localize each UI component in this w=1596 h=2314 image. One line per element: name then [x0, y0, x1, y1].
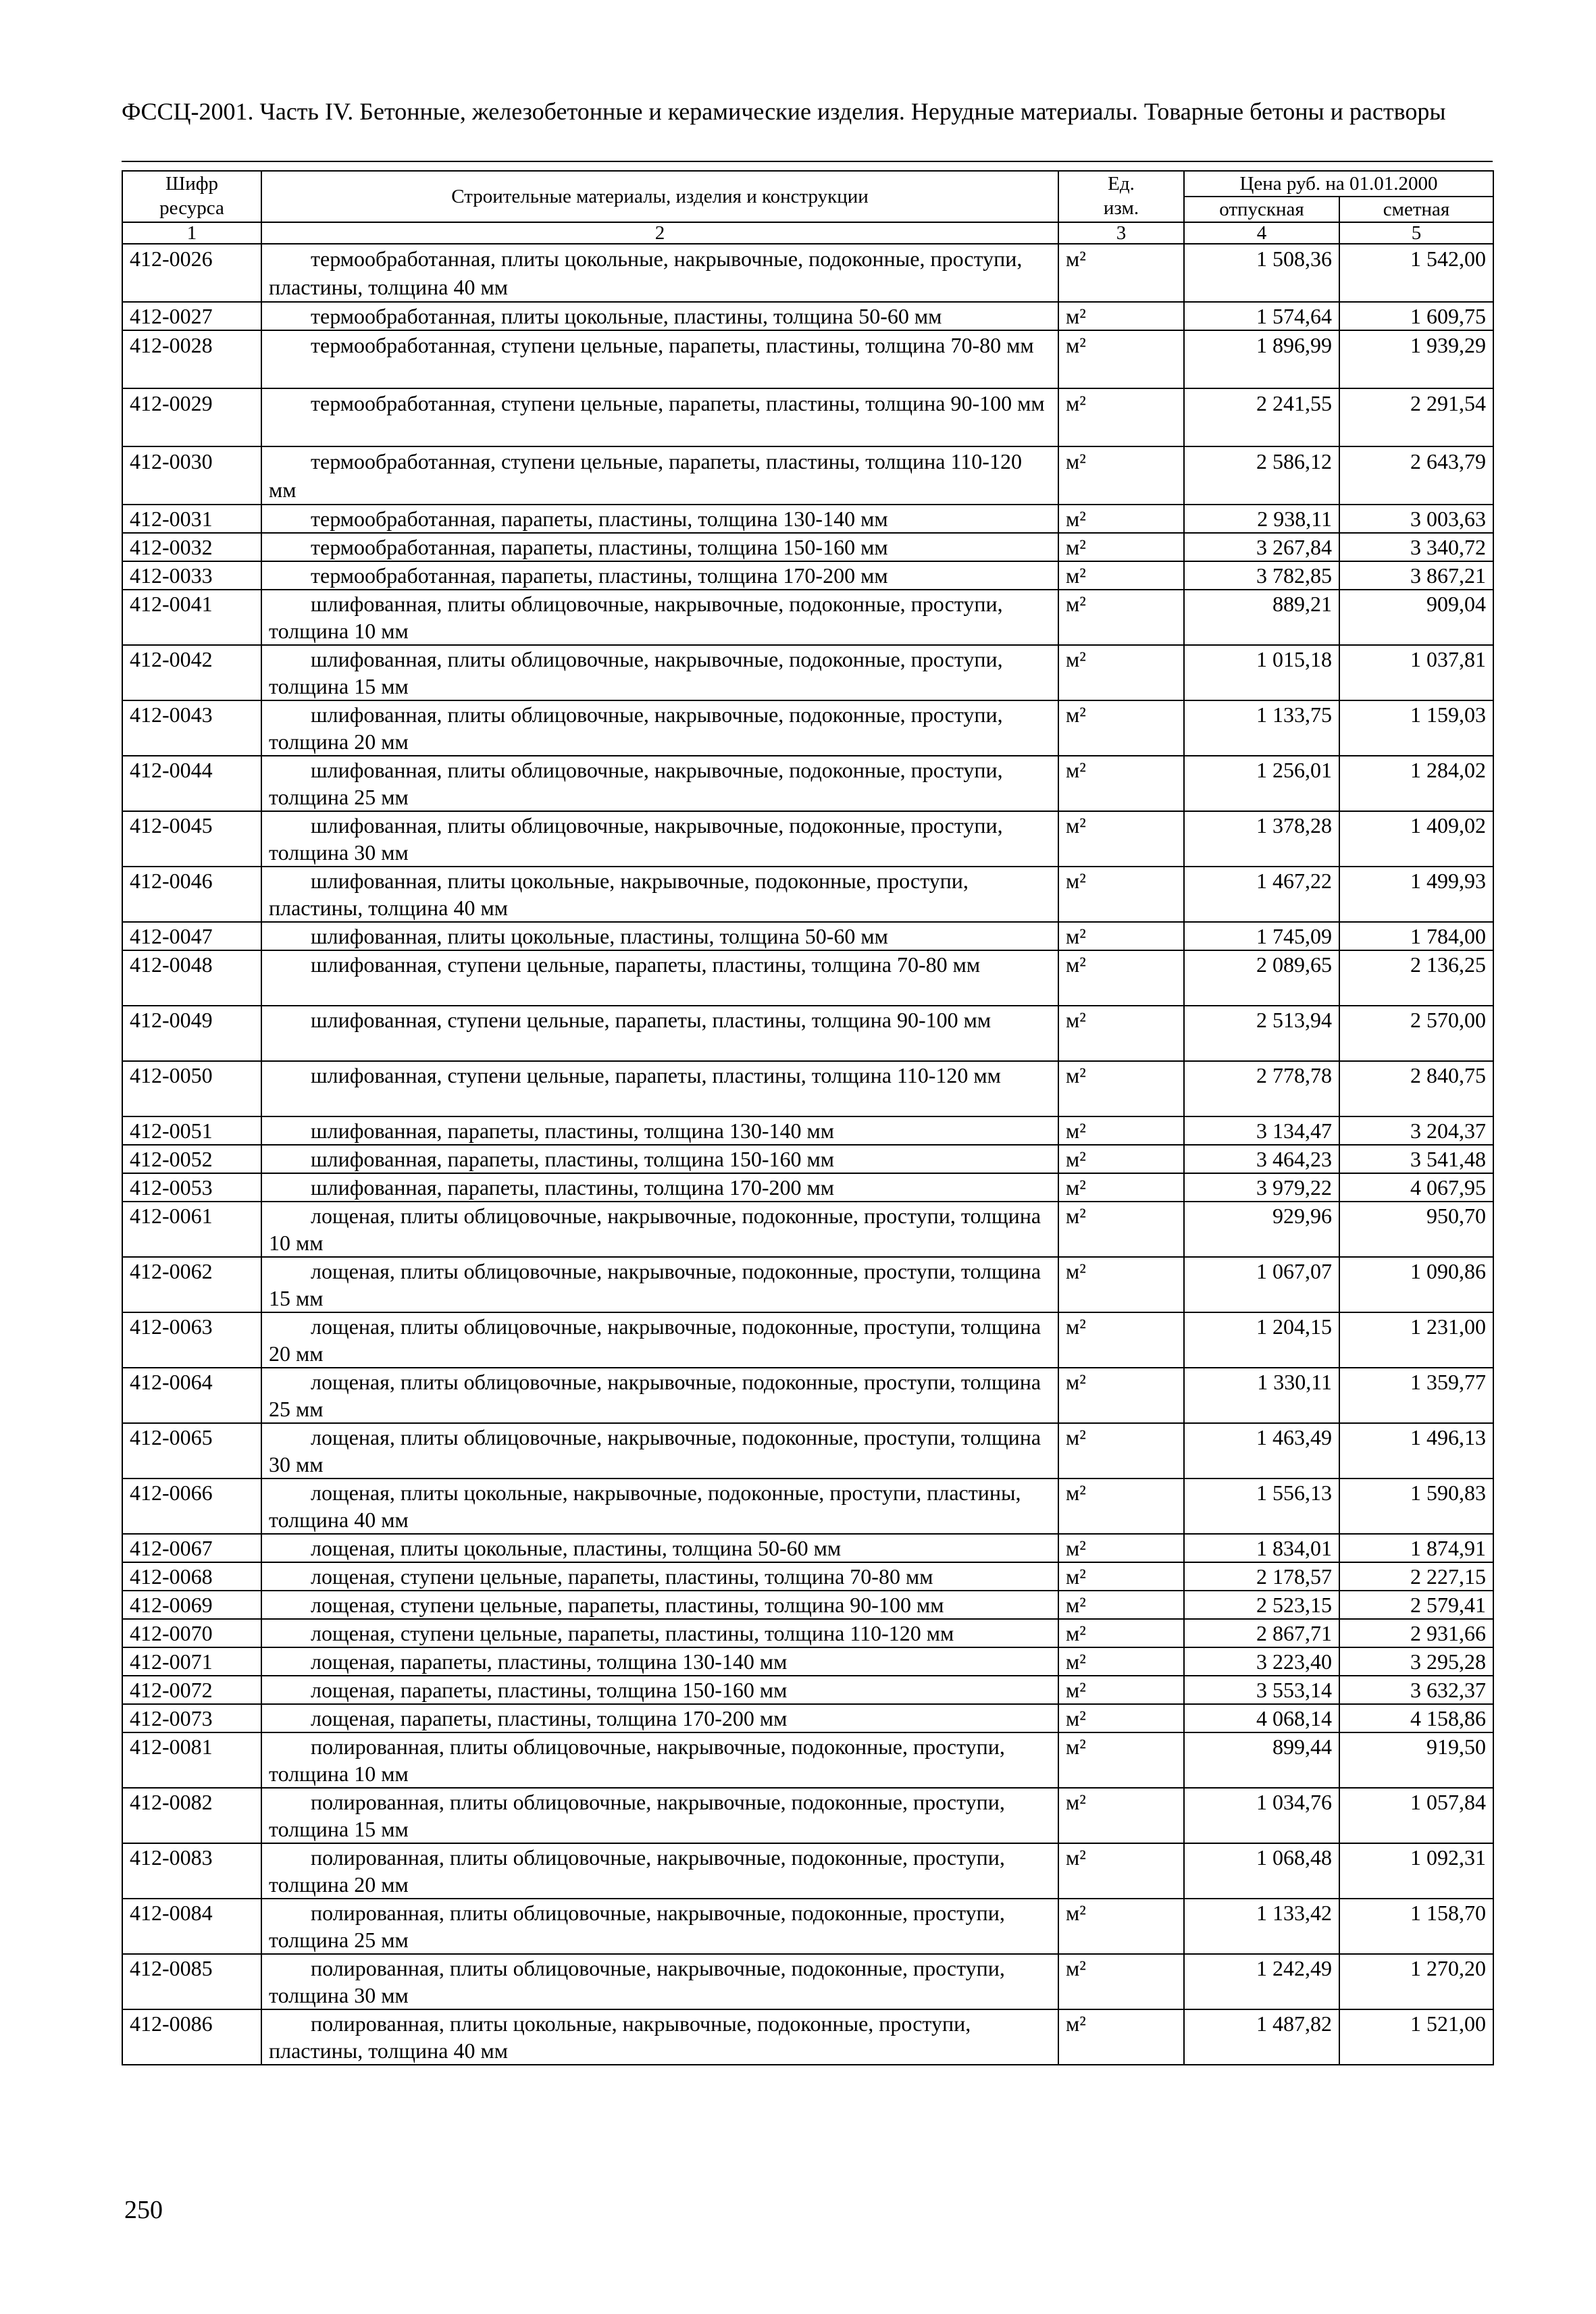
row-price-estimate: 2 643,79: [1339, 446, 1493, 505]
row-unit: м²: [1058, 302, 1184, 330]
row-price-estimate: 1 359,77: [1339, 1368, 1493, 1423]
column-header-code: [122, 171, 261, 222]
column-header-unit: [1058, 171, 1184, 222]
row-price-release: 1 068,48: [1184, 1843, 1339, 1899]
row-unit: м²: [1058, 2009, 1184, 2065]
row-price-release: 2 241,55: [1184, 388, 1339, 446]
table-row: [122, 1899, 1493, 1954]
row-price-release: 3 782,85: [1184, 561, 1339, 590]
table-row: [122, 756, 1493, 811]
row-price-release: 2 523,15: [1184, 1591, 1339, 1619]
row-code: 412-0068: [122, 1562, 261, 1591]
row-name: шлифованная, плиты облицовочные, накрывочные, подоконные, проступи, толщина 20 мм: [261, 700, 1058, 756]
row-code: 412-0071: [122, 1647, 261, 1676]
row-price-estimate: 1 158,70: [1339, 1899, 1493, 1954]
column-number: 5: [1339, 222, 1493, 244]
table-row: [122, 505, 1493, 533]
row-name: шлифованная, плиты облицовочные, накрывочные, подоконные, проступи, толщина 30 мм: [261, 811, 1058, 867]
table-row: [122, 867, 1493, 922]
row-price-estimate: 3 632,37: [1339, 1676, 1493, 1704]
row-code: 412-0041: [122, 590, 261, 645]
row-unit: м²: [1058, 811, 1184, 867]
row-name: термообработанная, ступени цельные, парапеты, пластины, толщина 110-120 мм: [261, 446, 1058, 505]
row-code: 412-0045: [122, 811, 261, 867]
row-code: 412-0050: [122, 1061, 261, 1116]
row-code: 412-0042: [122, 645, 261, 700]
column-header-code-line1: Шифр: [165, 173, 219, 195]
row-name: шлифованная, плиты облицовочные, накрывочные, подоконные, проступи, толщина 25 мм: [261, 756, 1058, 811]
row-price-estimate: 1 939,29: [1339, 330, 1493, 388]
row-price-estimate: 2 579,41: [1339, 1591, 1493, 1619]
table-row: [122, 950, 1493, 1006]
table-row: [122, 700, 1493, 756]
row-code: 412-0065: [122, 1423, 261, 1479]
row-price-estimate: 1 159,03: [1339, 700, 1493, 756]
row-price-release: 899,44: [1184, 1732, 1339, 1788]
column-number: 1: [122, 222, 261, 244]
row-code: 412-0053: [122, 1173, 261, 1202]
row-price-release: 2 513,94: [1184, 1006, 1339, 1061]
row-price-release: 1 896,99: [1184, 330, 1339, 388]
row-price-release: 1 034,76: [1184, 1788, 1339, 1843]
row-name: лощеная, плиты облицовочные, накрывочные, подоконные, проступи, толщина 20 мм: [261, 1312, 1058, 1368]
row-price-release: 1 556,13: [1184, 1479, 1339, 1534]
row-price-release: 1 745,09: [1184, 922, 1339, 950]
row-unit: м²: [1058, 533, 1184, 561]
row-price-release: 2 586,12: [1184, 446, 1339, 505]
table-row: [122, 446, 1493, 505]
row-code: 412-0049: [122, 1006, 261, 1061]
row-price-estimate: 1 874,91: [1339, 1534, 1493, 1562]
table-row: [122, 1116, 1493, 1145]
row-price-release: 3 979,22: [1184, 1173, 1339, 1202]
row-price-estimate: 3 340,72: [1339, 533, 1493, 561]
row-name: полированная, плиты облицовочные, накрывочные, подоконные, проступи, толщина 20 мм: [261, 1843, 1058, 1899]
row-price-release: 889,21: [1184, 590, 1339, 645]
row-unit: м²: [1058, 1534, 1184, 1562]
row-code: 412-0029: [122, 388, 261, 446]
row-price-release: 3 553,14: [1184, 1676, 1339, 1704]
row-price-estimate: 3 867,21: [1339, 561, 1493, 590]
row-code: 412-0043: [122, 700, 261, 756]
column-number-row: [122, 222, 1493, 244]
row-name: термообработанная, ступени цельные, парапеты, пластины, толщина 90-100 мм: [261, 388, 1058, 446]
row-price-estimate: 1 090,86: [1339, 1257, 1493, 1312]
row-price-estimate: 1 496,13: [1339, 1423, 1493, 1479]
row-unit: м²: [1058, 590, 1184, 645]
table-row: [122, 1423, 1493, 1479]
row-code: 412-0085: [122, 1954, 261, 2009]
table-row: [122, 1732, 1493, 1788]
row-code: 412-0052: [122, 1145, 261, 1173]
table-row: [122, 1562, 1493, 1591]
row-code: 412-0072: [122, 1676, 261, 1704]
row-price-release: 3 134,47: [1184, 1116, 1339, 1145]
row-unit: м²: [1058, 645, 1184, 700]
row-code: 412-0031: [122, 505, 261, 533]
row-name: лощеная, плиты облицовочные, накрывочные, подоконные, проступи, толщина 25 мм: [261, 1368, 1058, 1423]
row-unit: м²: [1058, 756, 1184, 811]
row-name: шлифованная, плиты цокольные, пластины, толщина 50-60 мм: [261, 922, 1058, 950]
table-row: [122, 1954, 1493, 2009]
row-price-estimate: 1 037,81: [1339, 645, 1493, 700]
row-unit: м²: [1058, 1704, 1184, 1732]
row-price-release: 2 778,78: [1184, 1061, 1339, 1116]
row-price-estimate: 3 003,63: [1339, 505, 1493, 533]
table-row: [122, 1145, 1493, 1173]
row-price-release: 3 464,23: [1184, 1145, 1339, 1173]
row-name: полированная, плиты облицовочные, накрывочные, подоконные, проступи, толщина 15 мм: [261, 1788, 1058, 1843]
row-name: лощеная, ступени цельные, парапеты, пластины, толщина 70-80 мм: [261, 1562, 1058, 1591]
header-divider: [122, 161, 1493, 162]
row-price-release: 2 178,57: [1184, 1562, 1339, 1591]
row-name: лощеная, плиты цокольные, накрывочные, подоконные, проступи, пластины, толщина 40 мм: [261, 1479, 1058, 1534]
row-price-release: 1 378,28: [1184, 811, 1339, 867]
table-row: [122, 2009, 1493, 2065]
row-price-estimate: 4 158,86: [1339, 1704, 1493, 1732]
row-price-estimate: 3 295,28: [1339, 1647, 1493, 1676]
row-code: 412-0084: [122, 1899, 261, 1954]
row-price-estimate: 1 590,83: [1339, 1479, 1493, 1534]
column-header-unit-line1: Ед.: [1108, 173, 1135, 195]
row-price-estimate: 4 067,95: [1339, 1173, 1493, 1202]
row-unit: м²: [1058, 950, 1184, 1006]
table-row: [122, 1591, 1493, 1619]
row-name: термообработанная, парапеты, пластины, толщина 130-140 мм: [261, 505, 1058, 533]
table-row: [122, 1534, 1493, 1562]
row-unit: м²: [1058, 1676, 1184, 1704]
table-row: [122, 590, 1493, 645]
row-price-estimate: 1 270,20: [1339, 1954, 1493, 2009]
row-unit: м²: [1058, 1732, 1184, 1788]
row-unit: м²: [1058, 1368, 1184, 1423]
row-price-estimate: 1 609,75: [1339, 302, 1493, 330]
table-row: [122, 1647, 1493, 1676]
table-row: [122, 645, 1493, 700]
row-price-estimate: 1 784,00: [1339, 922, 1493, 950]
price-table-body: [122, 244, 1493, 2065]
row-price-release: 1 467,22: [1184, 867, 1339, 922]
row-name: лощеная, парапеты, пластины, толщина 150-160 мм: [261, 1676, 1058, 1704]
row-unit: м²: [1058, 1202, 1184, 1257]
row-price-estimate: 2 136,25: [1339, 950, 1493, 1006]
table-row: [122, 1006, 1493, 1061]
row-price-estimate: 2 291,54: [1339, 388, 1493, 446]
row-name: шлифованная, плиты облицовочные, накрывочные, подоконные, проступи, толщина 10 мм: [261, 590, 1058, 645]
row-price-release: 929,96: [1184, 1202, 1339, 1257]
row-unit: м²: [1058, 1562, 1184, 1591]
table-row: [122, 388, 1493, 446]
row-name: лощеная, ступени цельные, парапеты, пластины, толщина 110-120 мм: [261, 1619, 1058, 1647]
row-price-estimate: 1 231,00: [1339, 1312, 1493, 1368]
row-code: 412-0062: [122, 1257, 261, 1312]
table-row: [122, 1704, 1493, 1732]
row-name: термообработанная, парапеты, пластины, толщина 170-200 мм: [261, 561, 1058, 590]
row-price-release: 1 067,07: [1184, 1257, 1339, 1312]
row-unit: м²: [1058, 1954, 1184, 2009]
row-unit: м²: [1058, 1173, 1184, 1202]
row-unit: м²: [1058, 1006, 1184, 1061]
column-header-unit-line2: изм.: [1103, 197, 1139, 219]
row-name: термообработанная, ступени цельные, парапеты, пластины, толщина 70-80 мм: [261, 330, 1058, 388]
table-row: [122, 922, 1493, 950]
page-header-title: ФССЦ-2001. Часть IV. Бетонные, железобетонные и керамические изделия. Нерудные материалы. Товарные бетоны и растворы: [122, 98, 1446, 125]
row-price-release: 1 574,64: [1184, 302, 1339, 330]
row-price-estimate: 2 931,66: [1339, 1619, 1493, 1647]
row-price-estimate: 909,04: [1339, 590, 1493, 645]
row-code: 412-0051: [122, 1116, 261, 1145]
row-price-release: 1 834,01: [1184, 1534, 1339, 1562]
column-number: 4: [1184, 222, 1339, 244]
row-name: лощеная, парапеты, пластины, толщина 130-140 мм: [261, 1647, 1058, 1676]
table-row: [122, 244, 1493, 302]
row-price-estimate: 1 057,84: [1339, 1788, 1493, 1843]
row-price-release: 1 242,49: [1184, 1954, 1339, 2009]
table-row: [122, 1312, 1493, 1368]
table-row: [122, 302, 1493, 330]
row-price-release: 3 223,40: [1184, 1647, 1339, 1676]
column-number: 2: [261, 222, 1058, 244]
row-unit: м²: [1058, 1423, 1184, 1479]
row-price-release: 1 508,36: [1184, 244, 1339, 302]
row-name: лощеная, плиты облицовочные, накрывочные, подоконные, проступи, толщина 15 мм: [261, 1257, 1058, 1312]
row-price-release: 1 463,49: [1184, 1423, 1339, 1479]
row-price-release: 1 133,42: [1184, 1899, 1339, 1954]
row-name: шлифованная, ступени цельные, парапеты, пластины, толщина 70-80 мм: [261, 950, 1058, 1006]
table-row: [122, 811, 1493, 867]
row-price-release: 2 089,65: [1184, 950, 1339, 1006]
row-code: 412-0070: [122, 1619, 261, 1647]
row-name: полированная, плиты облицовочные, накрывочные, подоконные, проступи, толщина 25 мм: [261, 1899, 1058, 1954]
row-name: шлифованная, парапеты, пластины, толщина 150-160 мм: [261, 1145, 1058, 1173]
row-price-estimate: 950,70: [1339, 1202, 1493, 1257]
row-unit: м²: [1058, 388, 1184, 446]
row-name: лощеная, плиты цокольные, пластины, толщина 50-60 мм: [261, 1534, 1058, 1562]
row-price-estimate: 2 227,15: [1339, 1562, 1493, 1591]
table-row: [122, 330, 1493, 388]
column-number: 3: [1058, 222, 1184, 244]
row-unit: м²: [1058, 1843, 1184, 1899]
table-row: [122, 533, 1493, 561]
row-code: 412-0067: [122, 1534, 261, 1562]
row-price-estimate: 2 840,75: [1339, 1061, 1493, 1116]
row-code: 412-0066: [122, 1479, 261, 1534]
table-row: [122, 1479, 1493, 1534]
row-name: шлифованная, плиты цокольные, накрывочные, подоконные, проступи, пластины, толщина 40 мм: [261, 867, 1058, 922]
row-code: 412-0069: [122, 1591, 261, 1619]
column-header-price-group: Цена руб. на 01.01.2000: [1184, 171, 1493, 197]
row-unit: м²: [1058, 700, 1184, 756]
row-unit: м²: [1058, 1145, 1184, 1173]
row-code: 412-0044: [122, 756, 261, 811]
column-header-code-line2: ресурса: [159, 197, 224, 219]
row-code: 412-0086: [122, 2009, 261, 2065]
row-price-release: 1 133,75: [1184, 700, 1339, 756]
row-price-release: 4 068,14: [1184, 1704, 1339, 1732]
table-row: [122, 1202, 1493, 1257]
row-price-estimate: 919,50: [1339, 1732, 1493, 1788]
row-unit: м²: [1058, 1116, 1184, 1145]
row-price-release: 1 330,11: [1184, 1368, 1339, 1423]
row-name: шлифованная, ступени цельные, парапеты, пластины, толщина 110-120 мм: [261, 1061, 1058, 1116]
page-number: 250: [124, 2196, 163, 2224]
table-row: [122, 1173, 1493, 1202]
row-code: 412-0048: [122, 950, 261, 1006]
row-unit: м²: [1058, 330, 1184, 388]
row-unit: м²: [1058, 1788, 1184, 1843]
table-row: [122, 1257, 1493, 1312]
row-price-estimate: 1 409,02: [1339, 811, 1493, 867]
row-code: 412-0073: [122, 1704, 261, 1732]
row-price-estimate: 3 541,48: [1339, 1145, 1493, 1173]
row-unit: м²: [1058, 1061, 1184, 1116]
row-unit: м²: [1058, 1619, 1184, 1647]
row-price-release: 1 204,15: [1184, 1312, 1339, 1368]
row-name: полированная, плиты цокольные, накрывочные, подоконные, проступи, пластины, толщина 40 мм: [261, 2009, 1058, 2065]
row-unit: м²: [1058, 505, 1184, 533]
row-price-estimate: 3 204,37: [1339, 1116, 1493, 1145]
row-name: шлифованная, ступени цельные, парапеты, пластины, толщина 90-100 мм: [261, 1006, 1058, 1061]
row-unit: м²: [1058, 1647, 1184, 1676]
table-row: [122, 1676, 1493, 1704]
row-price-estimate: 1 284,02: [1339, 756, 1493, 811]
row-price-release: 1 256,01: [1184, 756, 1339, 811]
row-price-estimate: 1 092,31: [1339, 1843, 1493, 1899]
row-name: шлифованная, парапеты, пластины, толщина 130-140 мм: [261, 1116, 1058, 1145]
row-name: лощеная, парапеты, пластины, толщина 170-200 мм: [261, 1704, 1058, 1732]
row-price-release: 1 487,82: [1184, 2009, 1339, 2065]
row-price-release: 1 015,18: [1184, 645, 1339, 700]
row-price-estimate: 1 521,00: [1339, 2009, 1493, 2065]
table-row: [122, 1368, 1493, 1423]
row-name: полированная, плиты облицовочные, накрывочные, подоконные, проступи, толщина 30 мм: [261, 1954, 1058, 2009]
row-code: 412-0026: [122, 244, 261, 302]
row-code: 412-0083: [122, 1843, 261, 1899]
row-name: термообработанная, плиты цокольные, пластины, толщина 50-60 мм: [261, 302, 1058, 330]
table-row: [122, 1843, 1493, 1899]
row-unit: м²: [1058, 1312, 1184, 1368]
row-unit: м²: [1058, 446, 1184, 505]
row-code: 412-0046: [122, 867, 261, 922]
row-name: полированная, плиты облицовочные, накрывочные, подоконные, проступи, толщина 10 мм: [261, 1732, 1058, 1788]
row-code: 412-0030: [122, 446, 261, 505]
row-price-release: 2 867,71: [1184, 1619, 1339, 1647]
column-header-price-release: отпускная: [1184, 197, 1339, 222]
row-unit: м²: [1058, 922, 1184, 950]
table-row: [122, 1619, 1493, 1647]
row-code: 412-0047: [122, 922, 261, 950]
row-code: 412-0032: [122, 533, 261, 561]
table-row: [122, 561, 1493, 590]
row-code: 412-0082: [122, 1788, 261, 1843]
row-unit: м²: [1058, 1257, 1184, 1312]
row-name: шлифованная, парапеты, пластины, толщина 170-200 мм: [261, 1173, 1058, 1202]
row-price-release: 3 267,84: [1184, 533, 1339, 561]
row-name: лощеная, ступени цельные, парапеты, пластины, толщина 90-100 мм: [261, 1591, 1058, 1619]
row-code: 412-0064: [122, 1368, 261, 1423]
row-name: шлифованная, плиты облицовочные, накрывочные, подоконные, проступи, толщина 15 мм: [261, 645, 1058, 700]
row-code: 412-0081: [122, 1732, 261, 1788]
table-row: [122, 1061, 1493, 1116]
price-table: [122, 170, 1494, 2065]
row-price-release: 2 938,11: [1184, 505, 1339, 533]
table-row: [122, 1788, 1493, 1843]
row-name: лощеная, плиты облицовочные, накрывочные, подоконные, проступи, толщина 10 мм: [261, 1202, 1058, 1257]
row-name: термообработанная, парапеты, пластины, толщина 150-160 мм: [261, 533, 1058, 561]
row-name: термообработанная, плиты цокольные, накрывочные, подоконные, проступи, пластины, толщина 40 мм: [261, 244, 1058, 302]
row-unit: м²: [1058, 1591, 1184, 1619]
row-name: лощеная, плиты облицовочные, накрывочные, подоконные, проступи, толщина 30 мм: [261, 1423, 1058, 1479]
row-unit: м²: [1058, 1479, 1184, 1534]
row-code: 412-0063: [122, 1312, 261, 1368]
row-price-estimate: 1 499,93: [1339, 867, 1493, 922]
row-price-estimate: 2 570,00: [1339, 1006, 1493, 1061]
row-code: 412-0033: [122, 561, 261, 590]
row-code: 412-0027: [122, 302, 261, 330]
row-price-estimate: 1 542,00: [1339, 244, 1493, 302]
row-unit: м²: [1058, 867, 1184, 922]
row-unit: м²: [1058, 1899, 1184, 1954]
row-code: 412-0061: [122, 1202, 261, 1257]
row-unit: м²: [1058, 561, 1184, 590]
column-header-price-estimate: сметная: [1339, 197, 1493, 222]
row-code: 412-0028: [122, 330, 261, 388]
column-header-name: Строительные материалы, изделия и конструкции: [261, 171, 1058, 222]
row-unit: м²: [1058, 244, 1184, 302]
